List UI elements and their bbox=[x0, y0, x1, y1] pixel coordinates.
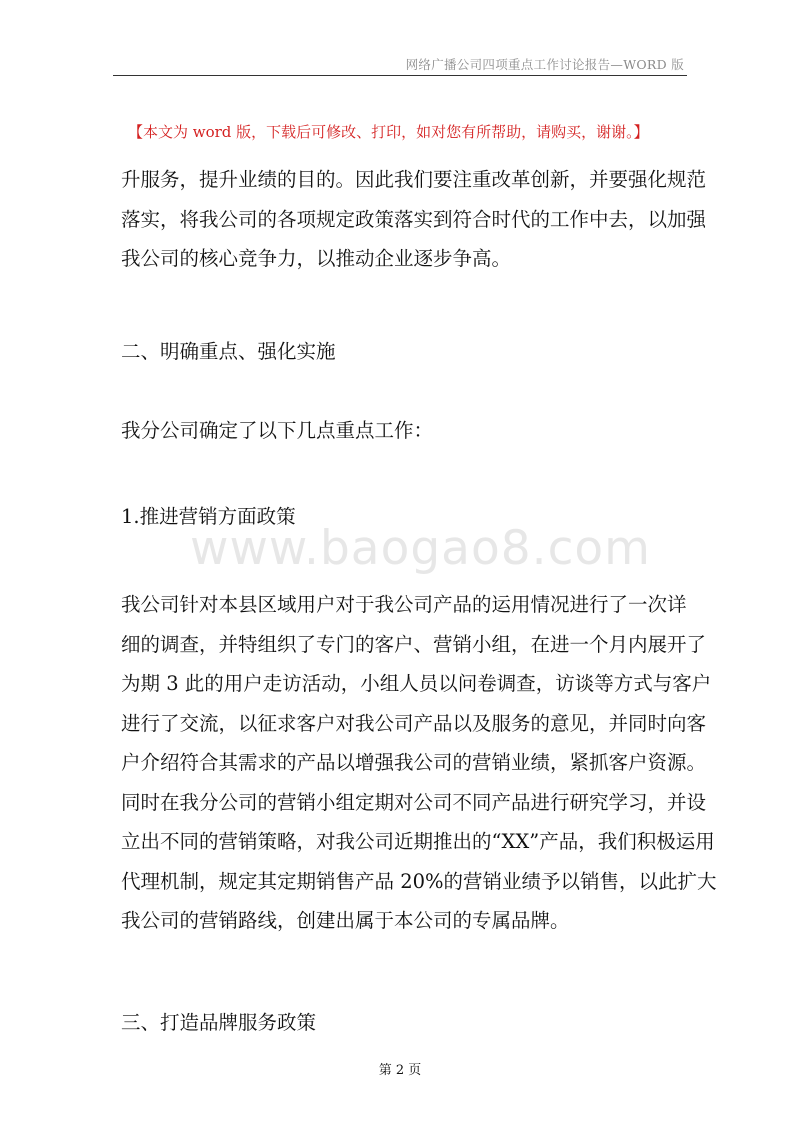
paragraph-line: 代理机制，规定其定期销售产品 20%的营销业绩予以销售，以此扩大 bbox=[121, 869, 717, 893]
paragraph-line: 进行了交流，以征求客户对我公司产品以及服务的意见，并同时向客 bbox=[121, 711, 707, 735]
page-number: 第 2 页 bbox=[378, 1063, 422, 1078]
body-paragraph bbox=[121, 585, 717, 941]
download-notice: 【本文为 word 版，下载后可修改、打印，如对您有所帮助，请购买，谢谢。】 bbox=[128, 123, 649, 141]
section-intro: 我分公司确定了以下几点重点工作： bbox=[121, 419, 434, 442]
intro-paragraph bbox=[121, 160, 707, 279]
header-divider bbox=[113, 75, 687, 76]
section-heading-3: 三、打造品牌服务政策 bbox=[121, 1011, 317, 1034]
paragraph-line: 同时在我分公司的营销小组定期对公司不同产品进行研究学习，并设 bbox=[121, 790, 707, 814]
section-heading-2: 二、明确重点、强化实施 bbox=[121, 340, 336, 363]
paragraph-line: 立出不同的营销策略，对我公司近期推出的“XX”产品，我们积极运用 bbox=[121, 830, 715, 853]
paragraph-line: 落实，将我公司的各项规定政策落实到符合时代的工作中去，以加强 bbox=[121, 207, 707, 231]
paragraph-line: 我公司的营销路线，创建出属于本公司的专属品牌。 bbox=[121, 909, 570, 932]
watermark: www.baogao8.com bbox=[190, 521, 651, 576]
paragraph-line: 细的调查，并特组织了专门的客户、营销小组，在进一个月内展开了 bbox=[121, 632, 707, 656]
paragraph-line: 为期 3 此的用户走访活动，小组人员以问卷调查，访谈等方式与客户 bbox=[121, 672, 712, 695]
paragraph-line: 我公司针对本县区域用户对于我公司产品的运用情况进行了一次详 bbox=[121, 593, 687, 616]
paragraph-line: 我公司的核心竞争力，以推动企业逐步争高。 bbox=[121, 247, 512, 270]
paragraph-line: 户介绍符合其需求的产品以增强我公司的营销业绩，紧抓客户资源。 bbox=[121, 751, 707, 774]
subsection-heading-1: 1.推进营销方面政策 bbox=[121, 505, 296, 528]
running-header: 网络广播公司四项重点工作讨论报告—WORD 版 bbox=[405, 57, 684, 72]
paragraph-line: 升服务，提升业绩的目的。因此我们要注重改革创新，并要强化规范 bbox=[121, 168, 707, 191]
